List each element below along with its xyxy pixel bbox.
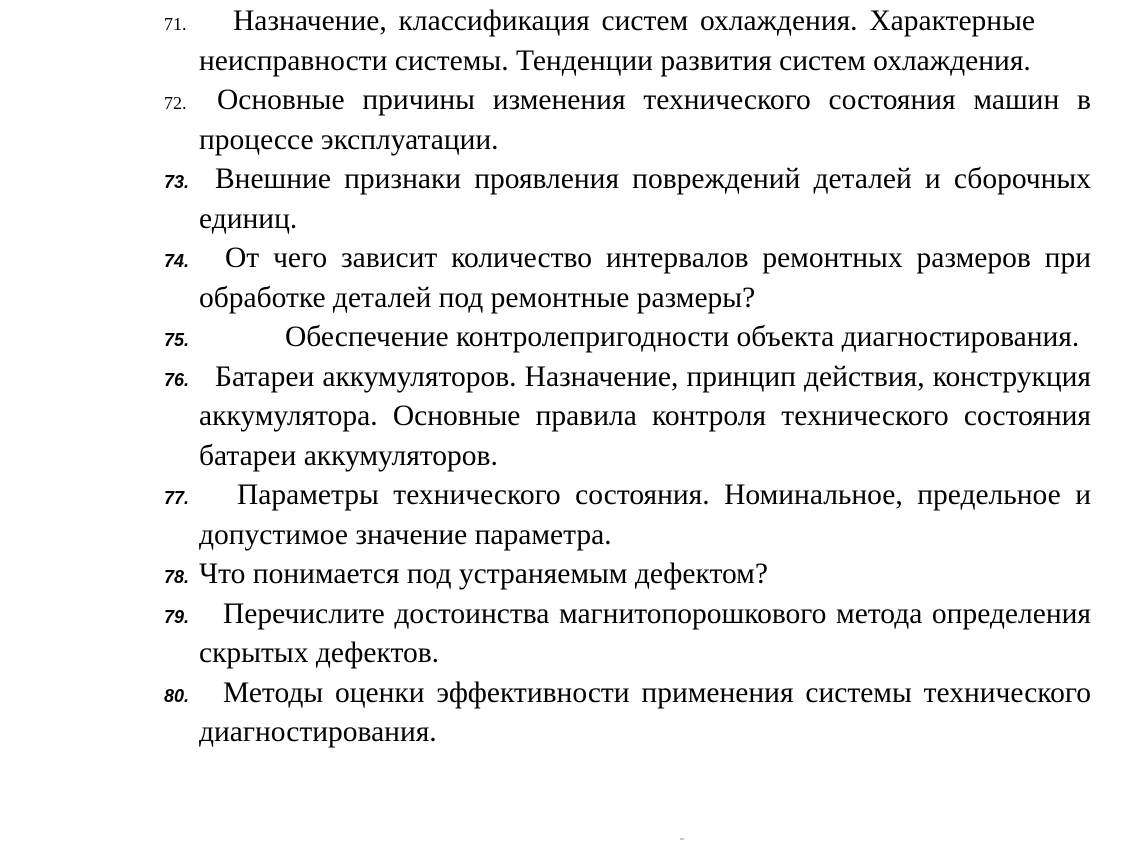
question-number: 73. [164, 172, 190, 192]
question-text: Основные причины изменения технического состояния машин в процессе эксплуатации. [199, 84, 1091, 156]
question-number: 74. [164, 251, 190, 271]
question-text: Перечислите достоинства магнитопорошкового метода определения скрытых дефектов. [199, 597, 1091, 669]
question-number: 71. [164, 14, 187, 34]
question-text: Что понимается под устраняемым дефектом? [199, 558, 768, 590]
question-item [0, 81, 1125, 160]
question-text: Батареи аккумуляторов. Назначение, принцип действия, конструкция аккумулятора. Основные правила контроля технического состояния батареи аккумуляторов. [199, 360, 1091, 472]
question-text: Внешние признаки проявления повреждений деталей и сборочных единиц. [199, 163, 1091, 235]
question-text: Параметры технического состояния. Номинальное, предельное и допустимое значение параметра. [199, 479, 1091, 551]
question-item [0, 2, 1125, 81]
question-number: 75. [164, 330, 190, 350]
question-item [0, 674, 1125, 753]
question-item [0, 239, 1125, 318]
scan-dot-artifact [680, 838, 684, 840]
question-number: 72. [164, 93, 187, 113]
question-item [0, 160, 1125, 239]
question-item [0, 318, 1125, 358]
question-text: От чего зависит количество интервалов ремонтных размеров при обработке деталей под ремонтные размеры? [199, 242, 1091, 314]
question-item [0, 358, 1125, 477]
question-text: Обеспечение контролепригодности объекта диагностирования. [285, 321, 1080, 353]
question-item [0, 555, 1125, 595]
question-text: Методы оценки эффективности применения системы технического диагностирования. [199, 676, 1091, 748]
question-number: 77. [164, 488, 190, 508]
question-item [0, 476, 1125, 555]
question-number: 80. [164, 685, 190, 706]
question-number: 79. [164, 606, 190, 627]
question-number: 78. [164, 567, 190, 587]
question-number: 76. [164, 369, 190, 390]
question-text: Назначение, классификация систем охлаждения. Характерные неисправности системы. Тенденции развития систем охлаждения. [199, 5, 1035, 77]
question-list [0, 2, 1125, 753]
question-item [0, 595, 1125, 674]
